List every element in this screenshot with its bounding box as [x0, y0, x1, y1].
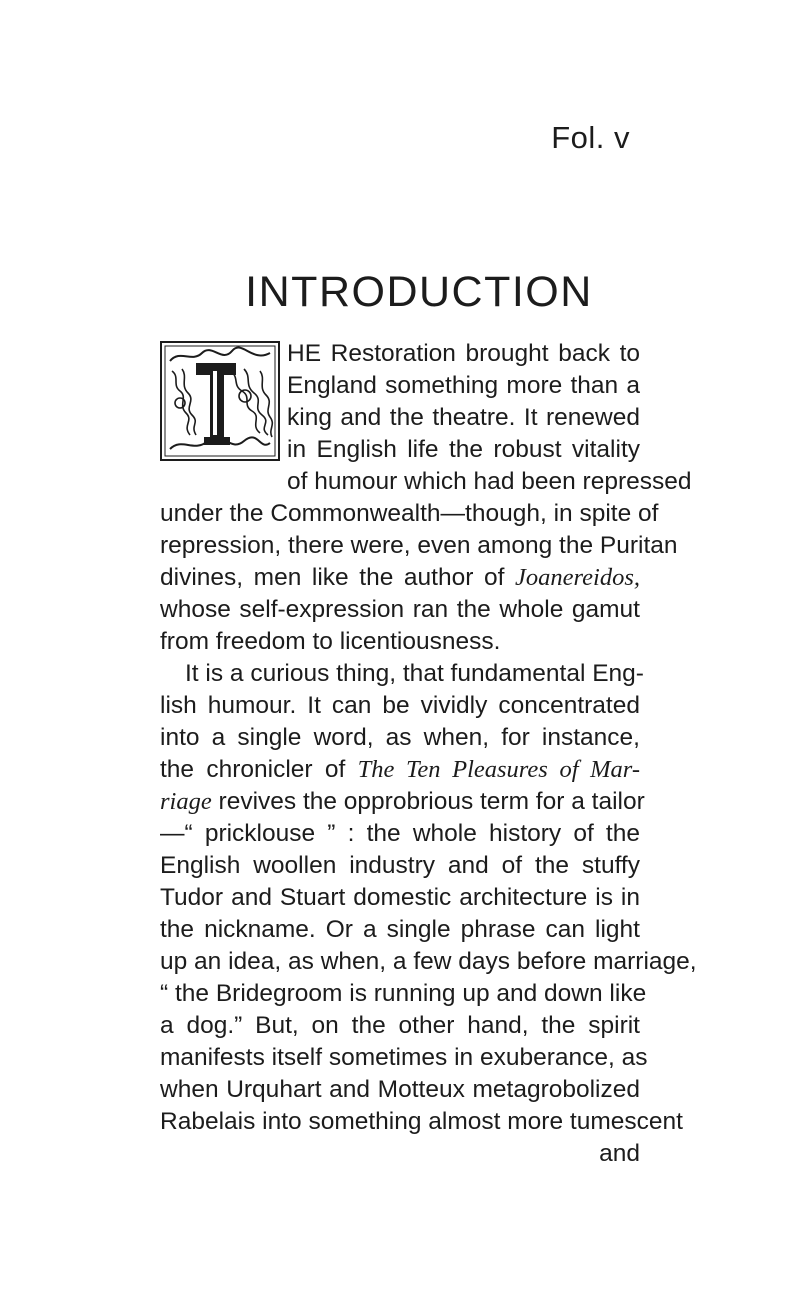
text-line: when Urquhart and Motteux metagrobolized: [160, 1076, 640, 1103]
text-line: —“ pricklouse ” : the whole history of the: [160, 820, 640, 847]
text-line: English woollen industry and of the stuffy: [160, 852, 640, 879]
text-line: from freedom to licentiousness.: [160, 628, 501, 655]
work-title-ten-pleasures-cont: riage: [160, 788, 212, 815]
text-line: whose self-expression ran the whole gamut: [160, 596, 640, 623]
text-line: under the Commonwealth—though, in spite of: [160, 500, 659, 527]
text-line: [160, 562, 640, 594]
text-line: up an idea, as when, a few days before marriage,: [160, 948, 697, 975]
work-title-joanereidos: Joanereidos,: [515, 564, 640, 591]
catchword: and: [599, 1140, 640, 1167]
text-line: repression, there were, even among the Puritan: [160, 532, 678, 559]
text-line: England something more than a: [287, 372, 640, 399]
text-line: Tudor and Stuart domestic architecture is in: [160, 884, 640, 911]
text-line: [160, 786, 645, 818]
text-line: king and the theatre. It renewed: [287, 404, 640, 431]
text-line: It is a curious thing, that fundamental Eng-: [185, 660, 644, 687]
text-line: [160, 754, 640, 786]
text-segment: the chronicler of: [160, 756, 346, 783]
text-line: the nickname. Or a single phrase can light: [160, 916, 640, 943]
text-line: a dog.” But, on the other hand, the spirit: [160, 1012, 640, 1039]
text-segment: revives the opprobrious term for a tailor: [218, 788, 645, 815]
text-line: manifests itself sometimes in exuberance, as: [160, 1044, 648, 1071]
text-line: lish humour. It can be vividly concentrated: [160, 692, 640, 719]
text-segment: divines, men like the author of: [160, 564, 505, 591]
text-line: of humour which had been repressed: [287, 468, 692, 495]
folio-number: Fol. v: [551, 120, 630, 155]
page-title: INTRODUCTION: [245, 268, 593, 316]
work-title-ten-pleasures: The Ten Pleasures of Mar-: [357, 756, 641, 783]
text-line: in English life the robust vitality: [287, 436, 640, 463]
text-line: “ the Bridegroom is running up and down like: [160, 980, 647, 1007]
text-line: HE Restoration brought back to: [287, 340, 640, 367]
text-line: into a single word, as when, for instance,: [160, 724, 640, 751]
text-line: Rabelais into something almost more tumescent: [160, 1108, 683, 1135]
drop-cap-t-ornament: [160, 341, 280, 461]
